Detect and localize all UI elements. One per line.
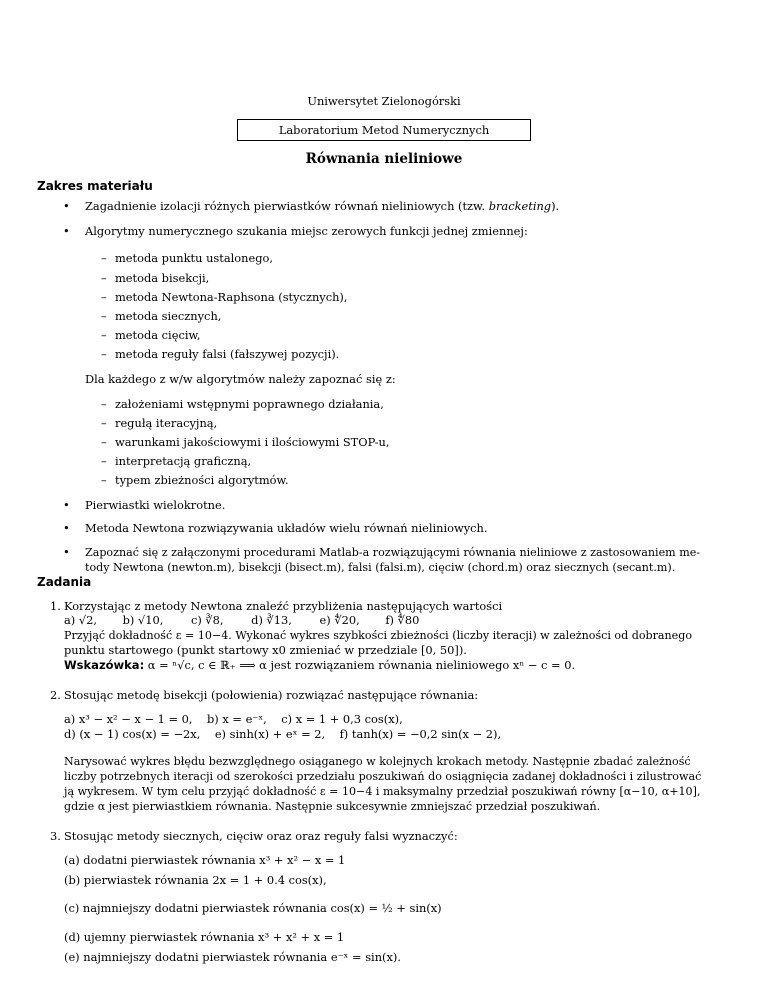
task1-start-point: punktu startowego (punkt startowy x0 zmieniać w przedziale [0, 50]).: [64, 643, 467, 657]
method-list-item: – metoda bisekcji,: [101, 271, 210, 285]
learn-intro: Dla każdego z w/w algorytmów należy zapoznać się z:: [85, 372, 396, 386]
bullet-icon: •: [63, 498, 70, 512]
method-list-item: – metoda siecznych,: [101, 309, 222, 323]
task3-item: (b) pierwiastek równania 2x = 1 + 0.4 cos(x),: [64, 873, 327, 887]
university-name: Uniwersytet Zielonogórski: [307, 94, 461, 108]
bullet-icon: •: [63, 521, 70, 535]
method-list-item: – metoda reguły falsi (fałszywej pozycji).: [101, 347, 340, 361]
task-number: 3.: [50, 829, 61, 843]
learn-list-item: – regułą iteracyjną,: [101, 416, 218, 430]
scope-bullet-1: Zagadnienie izolacji różnych pierwiastków równań nieliniowych (tzw. bracketing).: [85, 199, 560, 213]
learn-list-item: – interpretacją graficzną,: [101, 454, 252, 468]
scope-bullet-2: Algorytmy numerycznego szukania miejsc zerowych funkcji jednej zmiennej:: [85, 224, 528, 238]
task3-intro: Stosując metody siecznych, cięciw oraz oraz reguły falsi wyznaczyć:: [64, 829, 458, 843]
task3-item: (e) najmniejszy dodatni pierwiastek równania e⁻ˣ = sin(x).: [64, 950, 401, 964]
learn-list-item: – typem zbieżności algorytmów.: [101, 473, 289, 487]
section-heading-tasks: Zadania: [37, 575, 92, 589]
task-number: 1.: [50, 599, 61, 613]
task2-equations-row1: a) x³ − x² − x − 1 = 0, b) x = e⁻ˣ, c) x = 1 + 0,3 cos(x),: [64, 712, 403, 726]
section-heading-scope: Zakres materiału: [37, 179, 153, 193]
page-title: Równania nieliniowe: [305, 151, 463, 167]
method-list-item: – metoda cięciw,: [101, 328, 201, 342]
learn-list-item: – założeniami wstępnymi poprawnego działania,: [101, 397, 384, 411]
task1-hint: Wskazówka: α = ⁿ√c, c ∈ ℝ₊ ⟹ α jest rozwiązaniem równania nieliniowego xⁿ − c = 0.: [64, 658, 576, 672]
scope-bullet-3: Pierwiastki wielokrotne.: [85, 498, 226, 512]
learn-list-item: – warunkami jakościowymi i ilościowymi STOP-u,: [101, 435, 390, 449]
task3-item: (c) najmniejszy dodatni pierwiastek równania cos(x) = ½ + sin(x): [64, 901, 442, 915]
task2-intro: Stosując metodę bisekcji (połowienia) rozwiązać następujące równania:: [64, 688, 479, 702]
method-list-item: – metoda Newtona-Raphsona (stycznych),: [101, 290, 348, 304]
task1-accuracy: Przyjąć dokładność ε = 10−4. Wykonać wykres szybkości zbieżności (liczby iteracji) w zależności od dobranego: [64, 629, 693, 642]
scope-bullet-5: Zapoznać się z załączonymi procedurami Matlab-a rozwiązującymi równania nieliniowe z zastosowaniem me- tody Newtona (newton.m), bisekcji (bisect.m), falsi (falsi.m), cięciw (chord.m) oraz siecznych (secant.m).: [85, 546, 701, 574]
scope-bullet-4: Metoda Newtona rozwiązywania układów wielu równań nieliniowych.: [85, 521, 488, 535]
bullet-icon: •: [63, 224, 70, 238]
task1-intro: Korzystając z metody Newtona znaleźć przybliżenia następujących wartości: [64, 599, 503, 613]
task3-item: (a) dodatni pierwiastek równania x³ + x² − x = 1: [64, 853, 346, 867]
task2-description: Narysować wykres błędu bezwzględnego osiąganego w kolejnych krokach metody. Następnie zbadać zależność liczby potrzebnych iteracji od szerokości przedziału poszukiwań do osiągnięcia zadanej dokładności i zilustrować ją wykresem. W tym celu przyjąć dokładność ε = 10−4 i maksymalny przedział poszukiwań równy [α−10, α+10], gdzie α jest pierwiastkiem równania. Następnie sukcesywnie zmniejszać przedział poszukiwań.: [64, 755, 702, 813]
bullet-icon: •: [63, 199, 70, 213]
lab-title-box: Laboratorium Metod Numerycznych: [237, 119, 531, 141]
task-number: 2.: [50, 688, 61, 702]
method-list-item: – metoda punktu ustalonego,: [101, 251, 273, 265]
task2-equations-row2: d) (x − 1) cos(x) = −2x, e) sinh(x) + eˣ = 2, f) tanh(x) = −0,2 sin(x − 2),: [64, 727, 502, 741]
bullet-icon: •: [63, 545, 70, 559]
task1-values: a) √2, b) √10, c) ∛8, d) ∛13, e) ∜20, f) ∜80: [64, 613, 420, 627]
task3-item: (d) ujemny pierwiastek równania x³ + x² + x = 1: [64, 930, 345, 944]
